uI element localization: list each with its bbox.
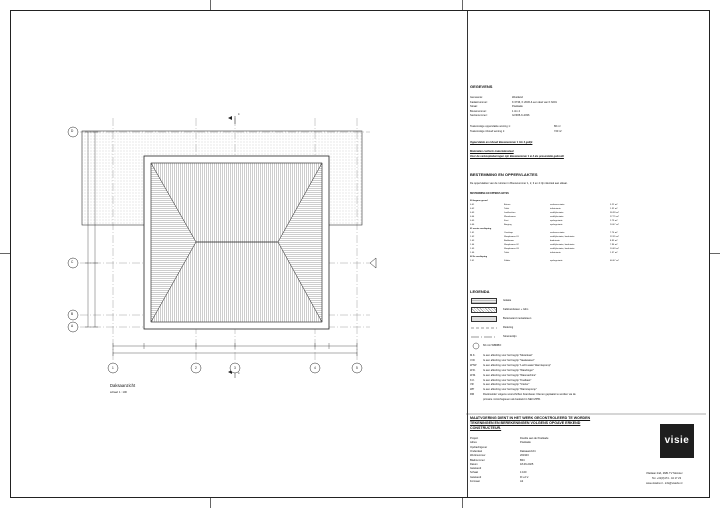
room-function: verblijfsruimte, bedruimte [550, 244, 575, 246]
area-label: Toekomstige inhoud woning 1: [470, 129, 505, 133]
project-label: Werknummer [470, 454, 486, 458]
bestemming-subtitle: BESTEMMING EN OPPERVLAKTES [470, 193, 509, 195]
abbreviation-text: Is een afkorting voor het begrip "Wasmachine" [483, 373, 537, 377]
warning-line: TEKENINGEN EN BEREKENINGEN VOLGENS OPGAVE ERKEND [470, 421, 581, 425]
area-label: Toekomstige oppervlakte woning 1: [470, 125, 511, 128]
legend-label: Riolering [503, 326, 514, 329]
gegevens-title: GEGEVENS [470, 84, 493, 89]
room-function: toiletruimte [550, 252, 561, 254]
grid-label-1: 1 [112, 366, 114, 370]
project-label: Getekend [470, 467, 482, 471]
grid-label-2: 2 [195, 366, 197, 370]
grid-label-b: B [71, 312, 74, 316]
room-name: Badkamer [504, 240, 514, 242]
project-label: Onderdeel [470, 449, 483, 453]
room-name: Woonkamer [504, 216, 516, 218]
office-phone: Tel. +31(0)174 - 44 17 23 [652, 477, 682, 480]
abbreviation-text: Is een afkorting voor het begrip "Koelkast" [483, 378, 532, 382]
room-number: 0.03 [470, 212, 475, 214]
room-function: verblijfsruimte [550, 212, 564, 214]
room-function: verblijfsruimte, bedruimte [550, 236, 575, 238]
legenda-title: LEGENDA [470, 289, 490, 294]
room-area: 2.79 m² [610, 220, 618, 222]
grid-label-d: D [71, 129, 74, 133]
project-value: 18-06-2025 [520, 462, 534, 466]
room-area: 27.75 m² [610, 216, 619, 218]
room-function: opslagruimte [550, 220, 563, 222]
room-number: 1.06 [470, 252, 475, 254]
abbreviation-code: K.K. [470, 378, 475, 382]
room-number: 0.05 [470, 220, 475, 222]
abbreviation-text: Is een afkorting voor het begrip "Vaatwasser" [483, 358, 535, 362]
legend-label: Stramienlijn [503, 335, 517, 338]
abbreviation-code: WTW [470, 363, 477, 367]
room-area: 24.47 m² [610, 224, 619, 226]
room-number: 0.04 [470, 216, 475, 218]
room-function: badruimte [550, 240, 560, 242]
room-number: 1.05 [470, 248, 475, 250]
area-table [470, 125, 670, 134]
abbreviation-code: VR [470, 383, 474, 387]
abbreviation-text: Is een afkorting voor het begrip "Meterkast" [483, 354, 533, 357]
room-function: toiletruimte [550, 208, 561, 210]
room-function: opslagruimte [550, 224, 563, 226]
grid-label-a: A [71, 324, 74, 328]
project-label: Datum [470, 462, 478, 466]
room-area: 5.22 m² [610, 204, 618, 206]
room-name: Zolder [504, 260, 511, 262]
room-number: 1.04 [470, 244, 475, 246]
warning-line: MAATVOERING DIENT IN HET WERK GECONTROLEERD TE WORDEN [470, 416, 591, 420]
abbreviation-code: WP [470, 388, 475, 392]
abbreviation-text: Is een afkorting voor het begrip "Warmtepomp" [483, 388, 537, 392]
legend-label: Kalkzandsteen + Glim [503, 308, 529, 311]
room-area: 10.49 m² [610, 248, 619, 250]
abbreviation-code: W.D. [470, 368, 476, 372]
abbreviation-code: V.W. [470, 358, 476, 362]
abbreviation-text: Rookmelder volgens voorschriften brandweer. Dienen geplaatst te worden via de [483, 393, 576, 397]
project-label: Getekend [470, 475, 482, 479]
grid-label-3: 3 [234, 366, 236, 370]
abbreviation-text: primaire minimhsgieuen als bedoeld in NEN 2555. [483, 398, 541, 402]
gegevens-value: 1 t/m 4 [512, 109, 520, 113]
project-value: Double aan de Poelkade [520, 437, 549, 440]
abbreviation-text: Is een afkorting voor het begrip "Wasdroger" [483, 368, 534, 372]
project-label: Bladnummer [470, 458, 485, 462]
section-mark-label: 4 [238, 372, 240, 375]
abbreviation-code: W.M. [470, 373, 476, 377]
project-value: B04 [520, 458, 525, 462]
project-value: R.v.d.V. [520, 475, 529, 479]
note-line: Voor de verkooptekeningen zijn Bouwnummer 1 & 2 als presentatie gebruikt [470, 155, 564, 158]
grid-label-5: 5 [356, 366, 358, 370]
project-value: 201903 [520, 454, 529, 458]
project-value: A2 [520, 480, 524, 483]
project-label: Opdrachtgever [470, 445, 488, 449]
abbreviation-text: Is een afkorting voor het begrip "Vriezer" [483, 383, 530, 387]
legend-isolatie-swatch [471, 298, 497, 304]
project-value: 1:100 [520, 471, 527, 475]
legend-label: Isolatie [503, 299, 512, 302]
gegevens-value: GVZ05-K-2036 [512, 114, 530, 118]
company-logo: visie [660, 424, 694, 458]
gegevens-label: Bouwnummer: [470, 109, 487, 113]
room-name: Berging [504, 224, 512, 226]
room-area: 46.67 m² [610, 260, 619, 262]
room-function: verkeersruimte [550, 232, 565, 234]
room-number: 2.01 [470, 260, 475, 262]
gegevens-label: Straat: [470, 105, 478, 109]
room-group-name: 02 2e verdieping [470, 256, 488, 258]
room-area: 1.32 m² [610, 208, 618, 210]
room-number: 0.01 [470, 204, 475, 206]
room-function: verblijfsruimte, bedruimte [550, 248, 575, 250]
room-name: Slaapkamer 02 [504, 244, 519, 246]
section-mark-label: 4 [238, 113, 240, 116]
legend-wbdbo-symbol [473, 343, 479, 349]
room-group-name: 00 begane grond [470, 200, 488, 202]
warning-line: CONSTRUCTEUR. [470, 426, 502, 430]
area-value: 86 m² [554, 125, 561, 128]
level-arrow-right [370, 258, 376, 268]
room-area: 7.96 m² [610, 244, 618, 246]
project-label: Formaat [470, 480, 480, 483]
room-name: Overloop [504, 232, 513, 234]
room-number: 1.03 [470, 240, 475, 242]
note-line: Oppervlakte en inhoud Bouwnummer 1 t/m 4 gelijk [470, 141, 533, 144]
room-function: verblijfsruimte [550, 216, 564, 218]
project-value: Daksaanzicht [520, 449, 536, 453]
gegevens-label: Gemeente: [470, 96, 483, 99]
room-number: 0.06 [470, 224, 475, 226]
room-number: 0.02 [470, 208, 475, 210]
room-name: Toilet [504, 208, 510, 210]
room-number: 1.01 [470, 232, 475, 234]
office-web: www.visiebv.nl - info@visiebv.nl [646, 482, 683, 485]
room-function: opslagruimte [550, 260, 563, 262]
drawing-scale: schaal: 1 : 100 [110, 391, 127, 394]
room-name: Slaapkamer 01 [504, 236, 519, 238]
gegevens-value: K 6736, K 2036 & een deel van K 6201 [512, 100, 557, 104]
room-area: 22.35 m² [610, 236, 619, 238]
room-name: Slaapkamer 03 [504, 248, 519, 250]
gegevens-value: Poelkade [512, 105, 523, 109]
legend-metselsteen-swatch [471, 316, 497, 322]
room-area: 8.93 m² [610, 240, 618, 242]
office-address: Vlietlaan 24A, 2681 TV Monster [646, 472, 683, 475]
gegevens-table [470, 96, 670, 119]
abbreviation-code: RM [470, 393, 475, 397]
room-group-name: 01 eerste verdieping [470, 228, 492, 230]
project-value: Poelkade [520, 441, 531, 445]
room-name: Entree [504, 204, 511, 206]
drawing-title: Daksaanzicht [110, 383, 136, 388]
room-number: 1.02 [470, 236, 475, 238]
room-area: 1.37 m² [610, 252, 618, 254]
legend-label: Buitenwand metselsteen [503, 317, 532, 320]
project-label: Schaal [470, 471, 478, 475]
room-name: Kast [504, 220, 509, 222]
gegevens-label: Sectienummer: [470, 114, 488, 118]
room-name: Leefkeuken [504, 212, 516, 214]
room-area: 7.76 m² [610, 232, 618, 234]
bestemming-title: BESTEMMING EN OPPERVLAKTES [470, 172, 538, 177]
area-value: 720 m³ [554, 129, 563, 133]
note-line: Materialen conform materialenstaat [470, 150, 514, 153]
abbreviation-code: M.K. [470, 354, 476, 357]
room-function: verkeersruimte [550, 204, 565, 206]
room-name: Toilet [504, 252, 510, 254]
abbreviation-text: Is een afkorting voor het begrip "Lucht-water Warmtepomp" [483, 363, 552, 367]
gegevens-label: Kadastrummer: [470, 100, 488, 104]
legend-label: 60 min WBDBO [483, 344, 502, 347]
gegevens-value: Westland [512, 96, 523, 99]
legend-kalkzandsteen-swatch [471, 307, 497, 313]
grid-label-c: C [71, 260, 74, 264]
grid-label-4: 4 [314, 366, 316, 370]
room-area: 36.99 m² [610, 212, 619, 214]
bestemming-intro: De oppervlakten van de ruimten in Bouwnummer 1, 2, 3 en 4 zijn identiek aan elkaar. [470, 182, 568, 185]
section-arrow-top [228, 116, 232, 120]
project-label: Adres [470, 441, 477, 445]
project-label: Project [470, 437, 479, 440]
